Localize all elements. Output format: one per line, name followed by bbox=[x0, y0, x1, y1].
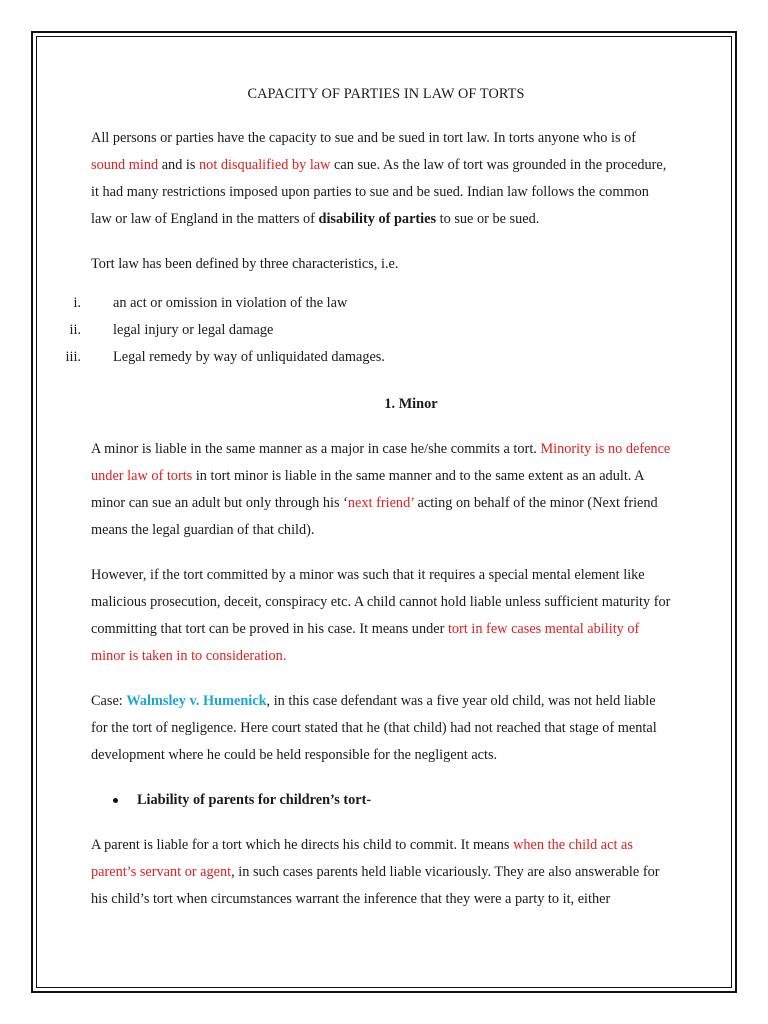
minor-p1-emphasis-next-friend: next friend’ bbox=[347, 495, 414, 511]
list-item-number: ii. bbox=[69, 322, 81, 338]
intro-emphasis-sound-mind: sound mind bbox=[91, 157, 159, 173]
intro-text-2: and is bbox=[158, 157, 200, 173]
minor-p2-text-1: However, if the tort committed by a minor was such that it requires a special mental element like malicious prosecution, deceit, conspiracy etc. A child cannot hold liable unless sufficient maturity for committing that tort can be proved in his case. It means under bbox=[91, 567, 671, 637]
intro-bold-disability: disability of parties bbox=[318, 211, 437, 227]
case-paragraph bbox=[91, 688, 671, 769]
characteristics-list bbox=[65, 290, 671, 371]
intro-paragraph bbox=[91, 125, 671, 233]
intro-emphasis-not-disqualified: not disqualified by law bbox=[199, 157, 331, 173]
case-label: Case: bbox=[91, 693, 127, 709]
intro-text-3: can sue. As the law of tort was grounded in the procedure, it had many restrictions imposed upon parties to sue and be sued. Indian law follows the common law or law of England in the matters of bbox=[91, 157, 667, 227]
bullet-heading-parent-liability bbox=[91, 787, 671, 814]
minor-p1-emphasis-no-defence: Minority is no defence under law of torts bbox=[91, 441, 671, 484]
list-item-number: iii. bbox=[65, 349, 81, 365]
minor-p1-text-1: A minor is liable in the same manner as a major in case he/she commits a tort. bbox=[91, 441, 541, 457]
parent-text-1: A parent is liable for a tort which he directs his child to commit. It means bbox=[91, 837, 514, 853]
list-item bbox=[65, 344, 671, 371]
intro-text-1: All persons or parties have the capacity to sue and be sued in tort law. In torts anyone who is of bbox=[91, 130, 636, 146]
minor-p2-emphasis-mental-ability: tort in few cases mental ability of minor is taken in to consideration. bbox=[91, 621, 640, 664]
minor-paragraph-1 bbox=[91, 436, 671, 544]
section-heading-minor: 1. Minor bbox=[384, 396, 438, 412]
minor-p1-text-2: in tort minor is liable in the same manner and to the same extent as an adult. A minor can sue an adult but only through his ‘ bbox=[91, 468, 644, 511]
list-item-text: Legal remedy by way of unliquidated damages. bbox=[113, 349, 385, 365]
parent-paragraph bbox=[91, 832, 671, 913]
parent-text-2: , in such cases parents held liable vicariously. They are also answerable for his child’s tort when circumstances warrant the inference that they were a party to it, either bbox=[91, 864, 660, 907]
parent-emphasis-servant-agent: when the child act as parent’s servant or agent bbox=[91, 837, 633, 880]
intro-text-4: to sue or be sued. bbox=[436, 211, 540, 227]
list-item-text: legal injury or legal damage bbox=[113, 322, 274, 338]
minor-paragraph-2 bbox=[91, 562, 671, 670]
list-item bbox=[69, 317, 671, 344]
characteristics-intro: Tort law has been defined by three characteristics, i.e. bbox=[91, 256, 399, 272]
list-item-text: an act or omission in violation of the law bbox=[113, 295, 348, 311]
bullet-icon bbox=[113, 798, 118, 803]
case-text: , in this case defendant was a five year old child, was not held liable for the tort of negligence. Here court stated that he (that child) had not reached that stage of mental development where he could be held responsible for the negligent acts. bbox=[91, 693, 657, 763]
list-item bbox=[73, 290, 671, 317]
document-title: CAPACITY OF PARTIES IN LAW OF TORTS bbox=[247, 86, 525, 102]
list-item-number: i. bbox=[73, 295, 81, 311]
document-body bbox=[65, 86, 671, 931]
bullet-heading-text: Liability of parents for children’s tort- bbox=[137, 792, 372, 808]
minor-p1-text-3: acting on behalf of the minor (Next friend means the legal guardian of that child). bbox=[91, 495, 658, 538]
case-name: Walmsley v. Humenick bbox=[126, 693, 267, 709]
